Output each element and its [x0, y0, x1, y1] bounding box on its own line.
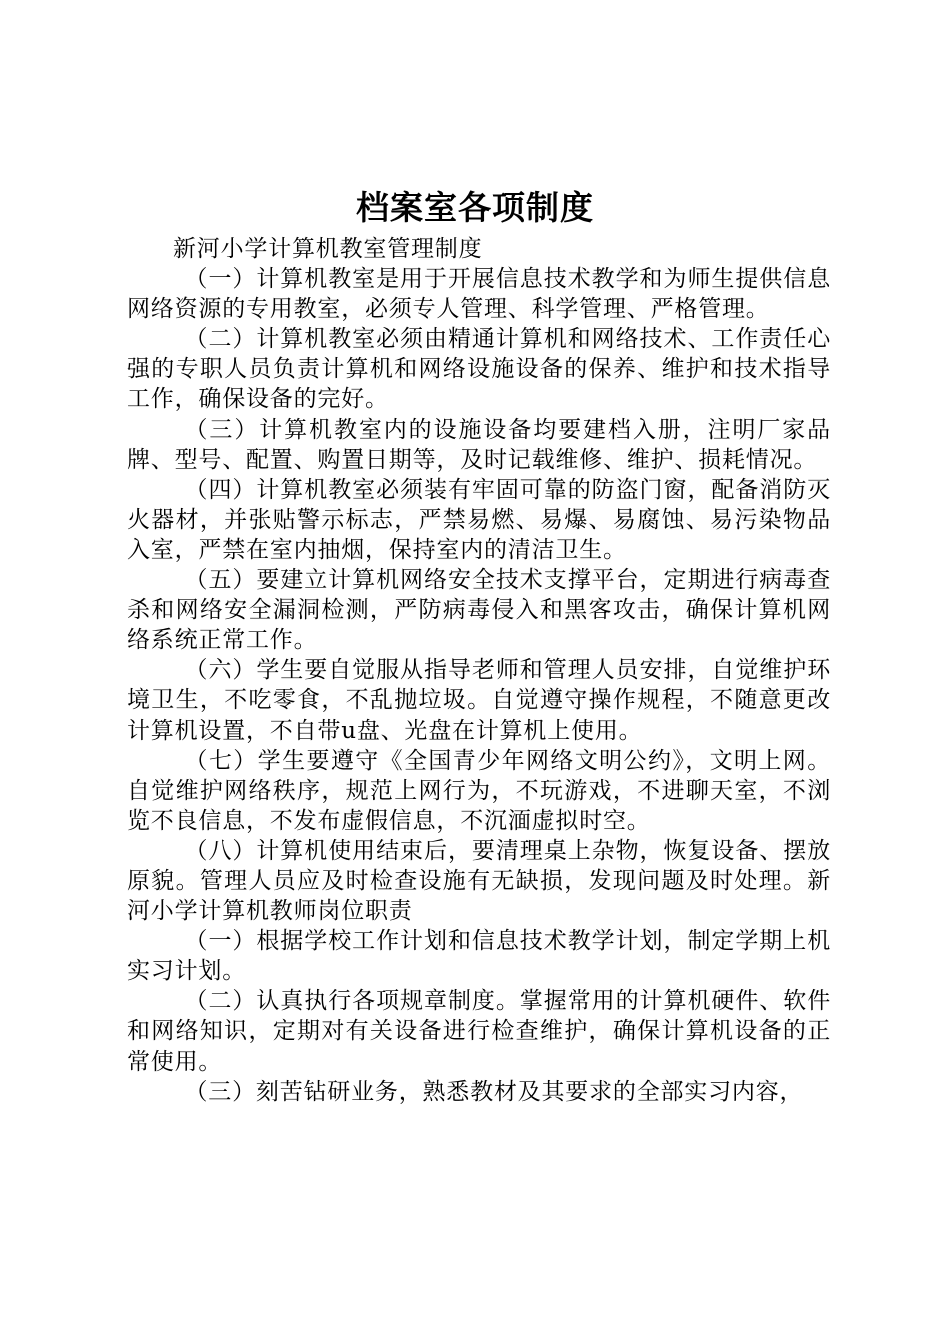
rule-paragraph-2: （二）计算机教室必须由精通计算机和网络技术、工作责任心强的专职人员负责计算机和网络设施设备的保养、维护和技术指导工作，确保设备的完好。 [127, 326, 831, 413]
rule-paragraph-7: （七）学生要遵守《全国青少年网络文明公约》，文明上网。自觉维护网络秩序，规范上网行为，不玩游戏，不进聊天室，不浏览不良信息，不发布虚假信息，不沉湎虚拟时空。 [127, 747, 831, 834]
rule-paragraph-6: （六）学生要自觉服从指导老师和管理人员安排，自觉维护环境卫生，不吃零食，不乱抛垃圾。自觉遵守操作规程，不随意更改计算机设置，不自带u盘、光盘在计算机上使用。 [127, 657, 831, 744]
duty-paragraph-3: （三）刻苦钻研业务，熟悉教材及其要求的全部实习内容， [184, 1078, 804, 1105]
document-title: 档案室各项制度 [356, 188, 594, 227]
rule-paragraph-5: （五）要建立计算机网络安全技术支撑平台，定期进行病毒查杀和网络安全漏洞检测，严防病毒侵入和黑客攻击，确保计算机网络系统正常工作。 [127, 567, 831, 654]
section-heading: 新河小学计算机教室管理制度 [173, 236, 483, 262]
duty-paragraph-2: （二）认真执行各项规章制度。掌握常用的计算机硬件、软件和网络知识，定期对有关设备进行检查维护，确保计算机设备的正常使用。 [127, 988, 831, 1075]
rule-paragraph-4: （四）计算机教室必须装有牢固可靠的防盗门窗，配备消防灭火器材，并张贴警示标志，严禁易燃、易爆、易腐蚀、易污染物品入室，严禁在室内抽烟，保持室内的清洁卫生。 [127, 476, 831, 563]
rule-paragraph-1: （一）计算机教室是用于开展信息技术教学和为师生提供信息网络资源的专用教室，必须专人管理、科学管理、严格管理。 [127, 266, 831, 323]
rule-paragraph-3: （三）计算机教室内的设施设备均要建档入册，注明厂家品牌、型号、配置、购置日期等，及时记载维修、维护、损耗情况。 [127, 416, 831, 473]
duty-paragraph-1: （一）根据学校工作计划和信息技术教学计划，制定学期上机实习计划。 [127, 928, 831, 985]
document-body [127, 234, 831, 1107]
rule-paragraph-8: （八）计算机使用结束后，要清理桌上杂物，恢复设备、摆放原貌。管理人员应及时检查设施有无缺损，发现问题及时处理。新河小学计算机教师岗位职责 [127, 837, 831, 925]
